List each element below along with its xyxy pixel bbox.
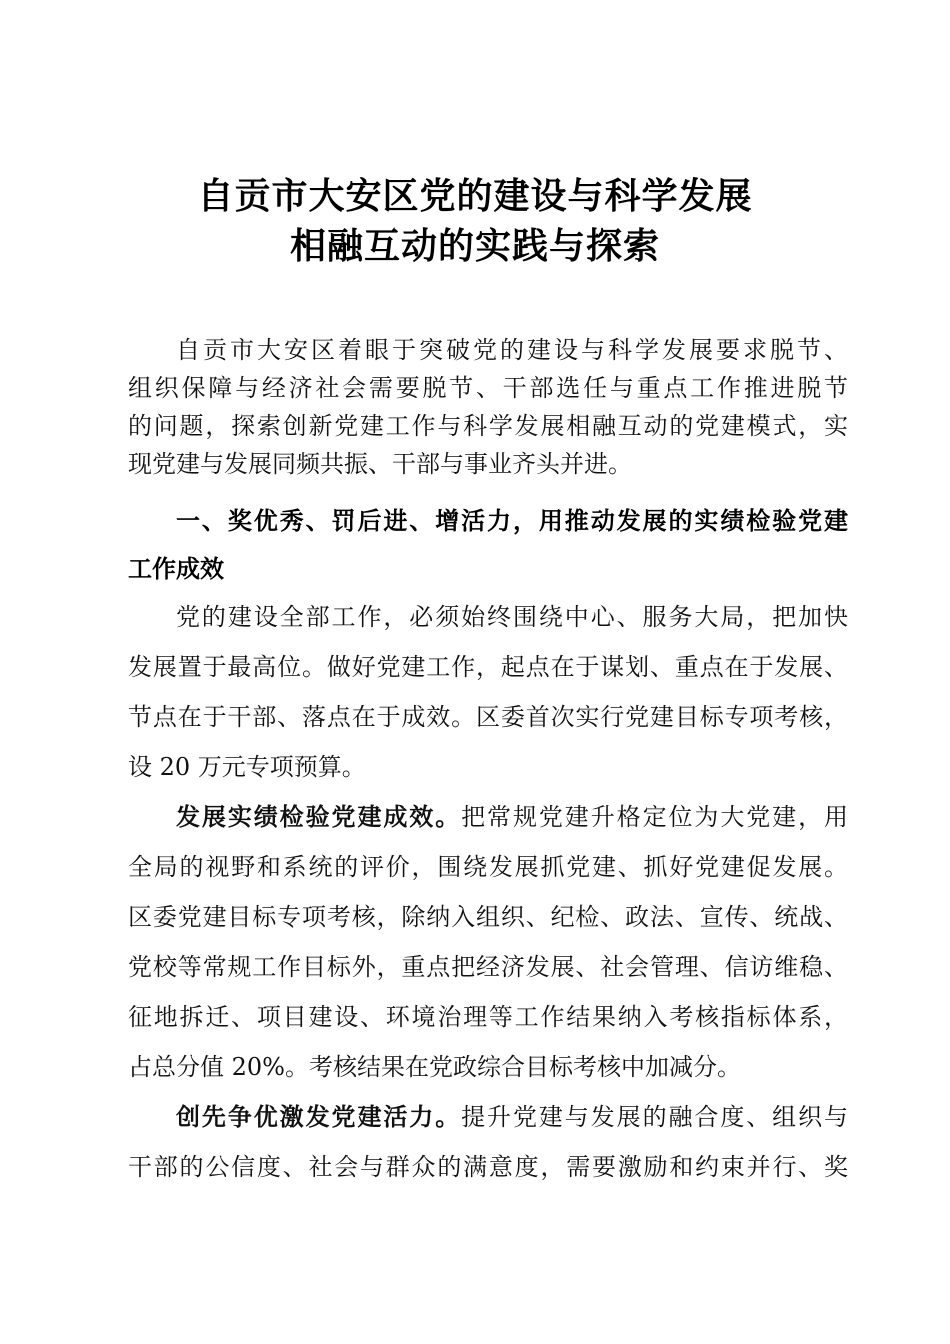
intro-line: 组织保障与经济社会需要脱节、干部选任与重点工作推进脱节 — [128, 374, 848, 402]
paragraph-line: 全局的视野和系统的评价，围绕发展抓党建、抓好党建促发展。 — [128, 853, 848, 881]
intro-line: 的问题，探索创新党建工作与科学发展相融互动的党建模式，实 — [128, 412, 848, 440]
paragraph-line — [176, 1099, 848, 1135]
paragraph-line: 干部的公信度、社会与群众的满意度，需要激励和约束并行、奖 — [128, 1153, 848, 1181]
paragraph-line: 区委党建目标专项考核，除纳入组织、纪检、政法、宣传、统战、 — [128, 903, 848, 931]
paragraph-line: 党的建设全部工作，必须始终围绕中心、服务大局，把加快 — [176, 603, 848, 631]
paragraph-line: 发展置于最高位。做好党建工作，起点在于谋划、重点在于发展、 — [128, 653, 848, 681]
paragraph-line: 征地拆迁、项目建设、环境治理等工作结果纳入考核指标体系， — [128, 1003, 848, 1031]
paragraph-line: 节点在于干部、落点在于成效。区委首次实行党建目标专项考核， — [128, 703, 848, 731]
intro-line: 自贡市大安区着眼于突破党的建设与科学发展要求脱节、 — [176, 336, 848, 364]
document-title-line2: 相融互动的实践与探索 — [289, 225, 660, 267]
paragraph-lead: 创先争优激发党建活力。 — [176, 1102, 462, 1131]
paragraph-text: 提升党建与发展的融合度、组织与 — [461, 1103, 849, 1131]
document-title-line1: 自贡市大安区党的建设与科学发展 — [197, 175, 753, 217]
paragraph-line: 党校等常规工作目标外，重点把经济发展、社会管理、信访维稳、 — [128, 953, 848, 981]
section-heading: 一、奖优秀、罚后进、增活力，用推动发展的实绩检验党建 — [176, 507, 848, 535]
paragraph-line: 设 20 万元专项预算。 — [128, 753, 366, 781]
paragraph-lead: 发展实绩检验党建成效。 — [176, 802, 462, 831]
intro-line: 现党建与发展同频共振、干部与事业齐头并进。 — [128, 450, 632, 478]
paragraph-text: 把常规党建升格定位为大党建，用 — [461, 803, 849, 831]
paragraph-line: 占总分值 20%。考核结果在党政综合目标考核中加减分。 — [128, 1053, 741, 1081]
section-heading-cont: 工作成效 — [128, 555, 224, 583]
paragraph-line — [176, 799, 848, 835]
